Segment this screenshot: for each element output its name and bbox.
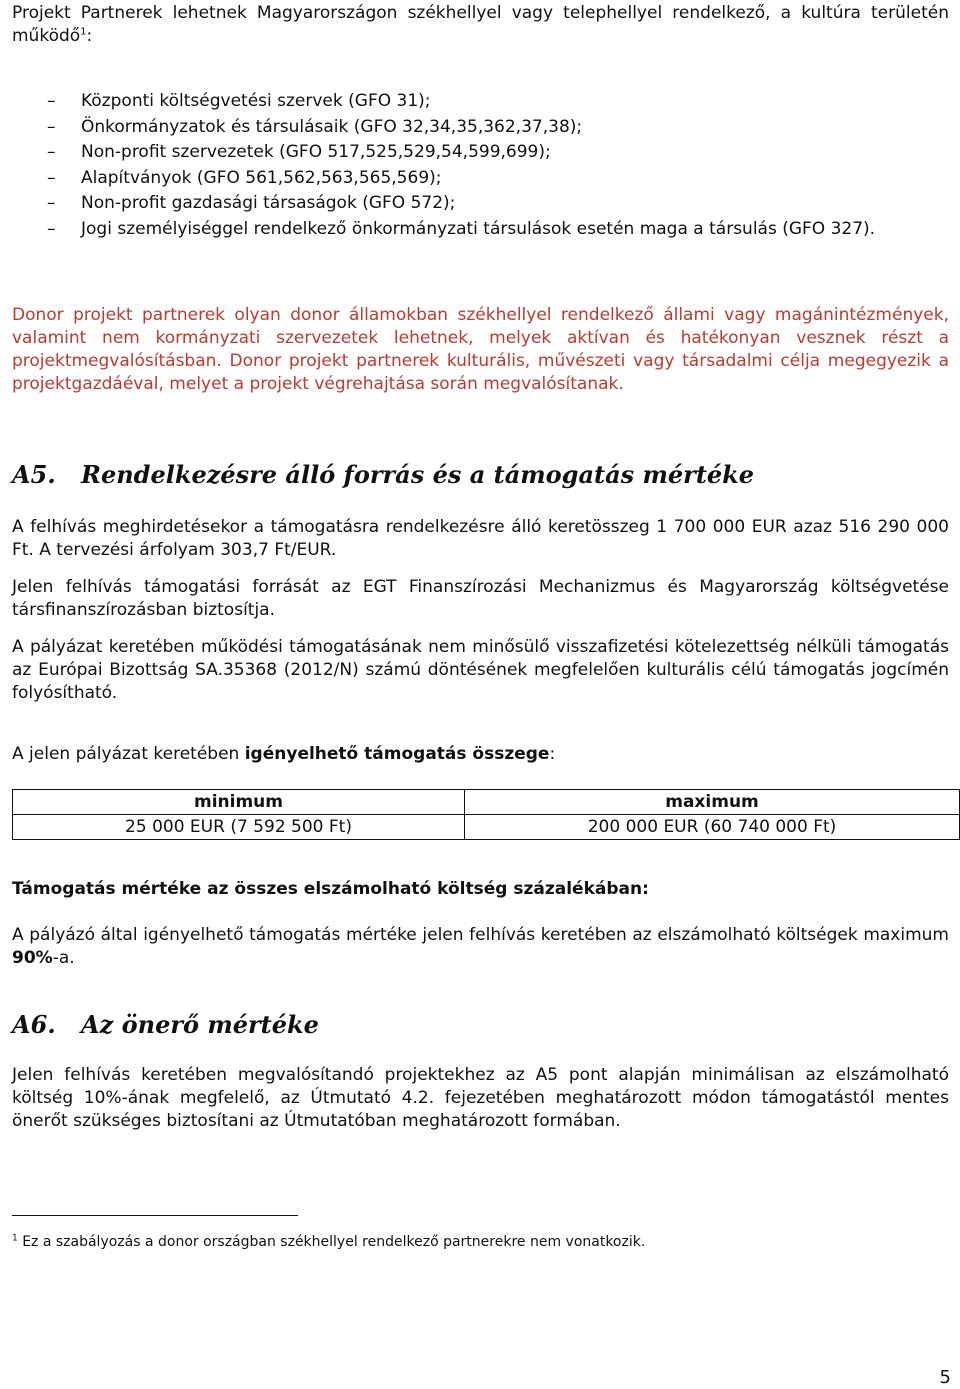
eligible-partner-list <box>12 89 949 242</box>
footnote-reference[interactable]: 1 <box>80 26 87 38</box>
section-a6-heading <box>12 1010 949 1040</box>
support-rate-paragraph: A pályázó által igényelhető támogatás mértéke jelen felhívás keretében az elszámolható költségek maximum 90%-a. <box>12 925 949 968</box>
list-item: – Önkormányzatok és társulásaik (GFO 32,34,35,362,37,38); <box>12 115 949 141</box>
donor-partner-paragraph: Donor projekt partnerek olyan donor államokban székhellyel rendelkező állami vagy magánintézmények, valamint nem kormányzati szervezetek lehetnek, melyek aktívan és hatékonyan vesznek részt a projektmegvalósításban. Donor projekt partnerek kulturális, művészeti vagy társadalmi célja megegyezik a projektgazdáéval, melyet a projekt végrehajtása során megvalósítanak. <box>12 305 949 394</box>
own-contribution-paragraph: Jelen felhívás keretében megvalósítandó projektekhez az A5 pont alapján minimálisan az elszámolható költség 10%-ának megfelelő, az Útmutató 4.2. fejezetében meghatározott módon támogatástól mentes önerőt szükséges biztosítani az Útmutatóban meghatározott formában. <box>12 1065 949 1131</box>
table-header-row <box>13 790 960 815</box>
dash-bullet: – <box>47 91 56 111</box>
budget-paragraph: A felhívás meghirdetésekor a támogatásra rendelkezésre álló keretösszeg 1 700 000 EUR azaz 516 290 000 Ft. A tervezési árfolyam 303,7 Ft/EUR. <box>12 517 949 560</box>
dash-bullet: – <box>47 193 56 213</box>
footnote-number: 1 <box>12 1233 18 1244</box>
section-a5-heading <box>12 460 949 490</box>
intro-suffix: : <box>86 26 93 46</box>
maximum-amount-cell: 200 000 EUR (60 740 000 Ft) <box>465 815 960 840</box>
dash-bullet: – <box>47 218 56 239</box>
support-rate-heading: Támogatás mértéke az összes elszámolható költség százalékában: <box>12 879 649 899</box>
column-header-maximum: maximum <box>465 790 960 815</box>
dash-bullet: – <box>47 142 56 162</box>
state-aid-paragraph: A pályázat keretében működési támogatásának nem minősülő visszafizetési kötelezettség nélküli támogatás az Európai Bizottság SA.35368 (2012/N) számú döntésének megfelelően kulturális célú támogatás jogcímén folyósítható. <box>12 637 949 703</box>
dash-bullet: – <box>47 167 56 188</box>
intro-paragraph <box>12 2 949 48</box>
list-item: – Központi költségvetési szervek (GFO 31); <box>12 89 949 115</box>
intro-text: Projekt Partnerek lehetnek Magyarországon székhellyel vagy telephellyel rendelkező, a kultúra területén működő <box>12 3 949 46</box>
grant-amount-table <box>12 789 960 840</box>
grant-amount-emphasis: igényelhető támogatás összege <box>244 744 550 764</box>
list-item: – Non-profit gazdasági társaságok (GFO 572); <box>12 191 949 217</box>
footnote-text: Ez a szabályozás a donor országban székhellyel rendelkező partnerekre nem vonatkozik. <box>22 1234 646 1250</box>
footnote-separator <box>12 1215 298 1216</box>
section-title: Az önerő mértéke <box>81 1010 319 1039</box>
list-item: – Non-profit szervezetek (GFO 517,525,529,54,599,699); <box>12 140 949 166</box>
section-number: A6. <box>12 1010 56 1039</box>
footnote <box>12 1232 949 1252</box>
list-item: – Alapítványok (GFO 561,562,563,565,569); <box>12 166 949 192</box>
funding-source-paragraph: Jelen felhívás támogatási forrását az EGT Finanszírozási Mechanizmus és Magyarország költségvetése társfinanszírozásban biztosítja. <box>12 577 949 620</box>
page-number: 5 <box>939 1367 951 1388</box>
support-rate-value: 90% <box>12 948 53 968</box>
section-number: A5. <box>12 460 56 489</box>
table-row <box>13 815 960 840</box>
minimum-amount-cell: 25 000 EUR (7 592 500 Ft) <box>13 815 465 840</box>
dash-bullet: – <box>47 116 56 137</box>
column-header-minimum: minimum <box>13 790 465 815</box>
grant-amount-intro: A jelen pályázat keretében igényelhető támogatás összege: <box>12 744 556 764</box>
section-title: Rendelkezésre álló forrás és a támogatás mértéke <box>81 460 755 489</box>
list-item: – Jogi személyiséggel rendelkező önkormányzati társulások esetén maga a társulás (GFO 327). <box>12 217 949 243</box>
